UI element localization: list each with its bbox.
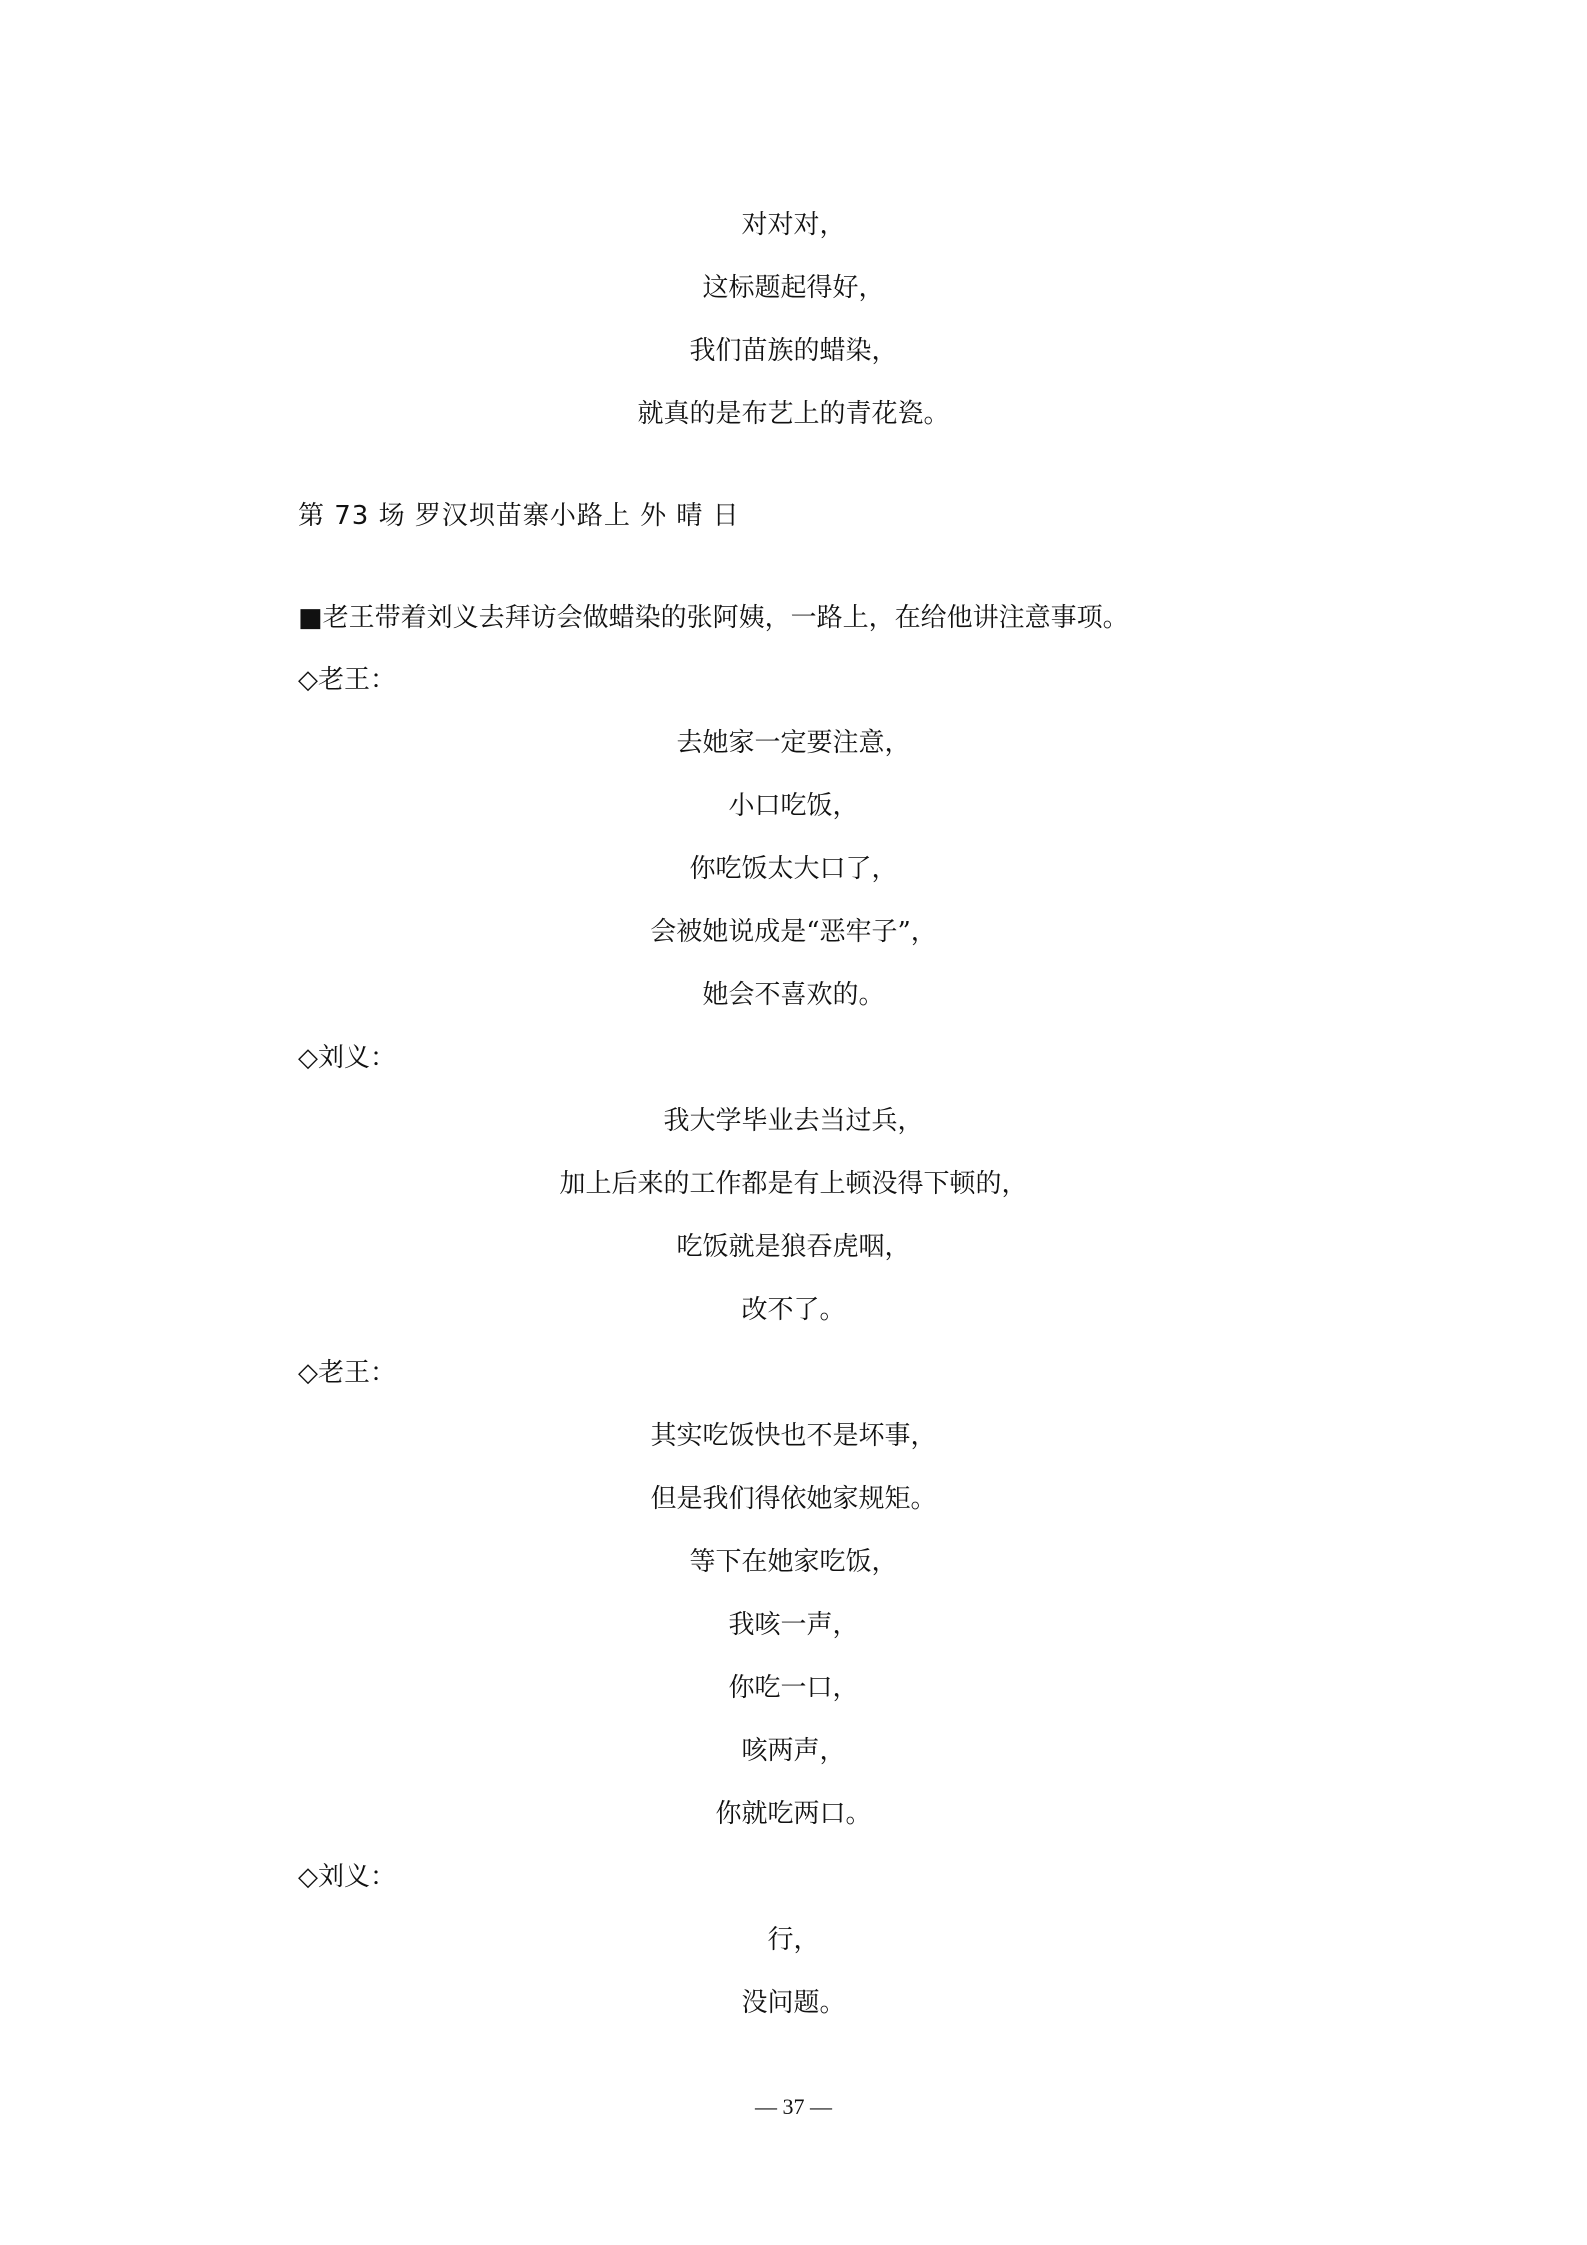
dialogue-line: 咳两声， xyxy=(741,1736,846,1766)
dialogue-line: 但是我们得依她家规矩。 xyxy=(650,1484,937,1514)
dialogue-line: 你吃饭太大口了， xyxy=(689,854,898,884)
dialogue-line: 小口吃饭， xyxy=(728,791,859,821)
dialogue-line: 这标题起得好， xyxy=(702,273,885,303)
action-line: ■老王带着刘义去拜访会做蜡染的张阿姨，一路上，在给他讲注意事项。 xyxy=(298,603,1129,633)
speaker-label: ◇刘义： xyxy=(298,1043,396,1073)
speaker-label: ◇刘义： xyxy=(298,1862,396,1892)
scene-heading: 第 73 场 罗汉坝苗寨小路上 外 晴 日 xyxy=(298,501,740,531)
dialogue-line: 行， xyxy=(767,1925,820,1955)
page-number: — 37 — xyxy=(755,2094,832,2119)
dialogue-line: 就真的是布艺上的青花瓷。 xyxy=(637,399,950,429)
dialogue-line: 我们苗族的蜡染， xyxy=(689,336,898,366)
speaker-label: ◇老王： xyxy=(298,1358,396,1388)
dialogue-line: 你吃一口， xyxy=(728,1673,859,1703)
dialogue-line: 加上后来的工作都是有上顿没得下顿的， xyxy=(559,1169,1028,1199)
dialogue-line: 你就吃两口。 xyxy=(715,1799,872,1829)
dialogue-line: 我大学毕业去当过兵， xyxy=(663,1106,924,1136)
dialogue-line: 改不了。 xyxy=(741,1295,846,1325)
dialogue-line: 等下在她家吃饭， xyxy=(689,1547,898,1577)
dialogue-line: 会被她说成是“恶牢子”， xyxy=(650,917,937,947)
dialogue-line: 没问题。 xyxy=(741,1988,846,2018)
dialogue-line: 其实吃饭快也不是坏事， xyxy=(650,1421,937,1451)
dialogue-line: 去她家一定要注意， xyxy=(676,728,911,758)
speaker-label: ◇老王： xyxy=(298,665,396,695)
dialogue-line: 她会不喜欢的。 xyxy=(702,980,885,1010)
dialogue-line: 对对对， xyxy=(741,210,846,240)
dialogue-line: 吃饭就是狼吞虎咽， xyxy=(676,1232,911,1262)
dialogue-line: 我咳一声， xyxy=(728,1610,859,1640)
